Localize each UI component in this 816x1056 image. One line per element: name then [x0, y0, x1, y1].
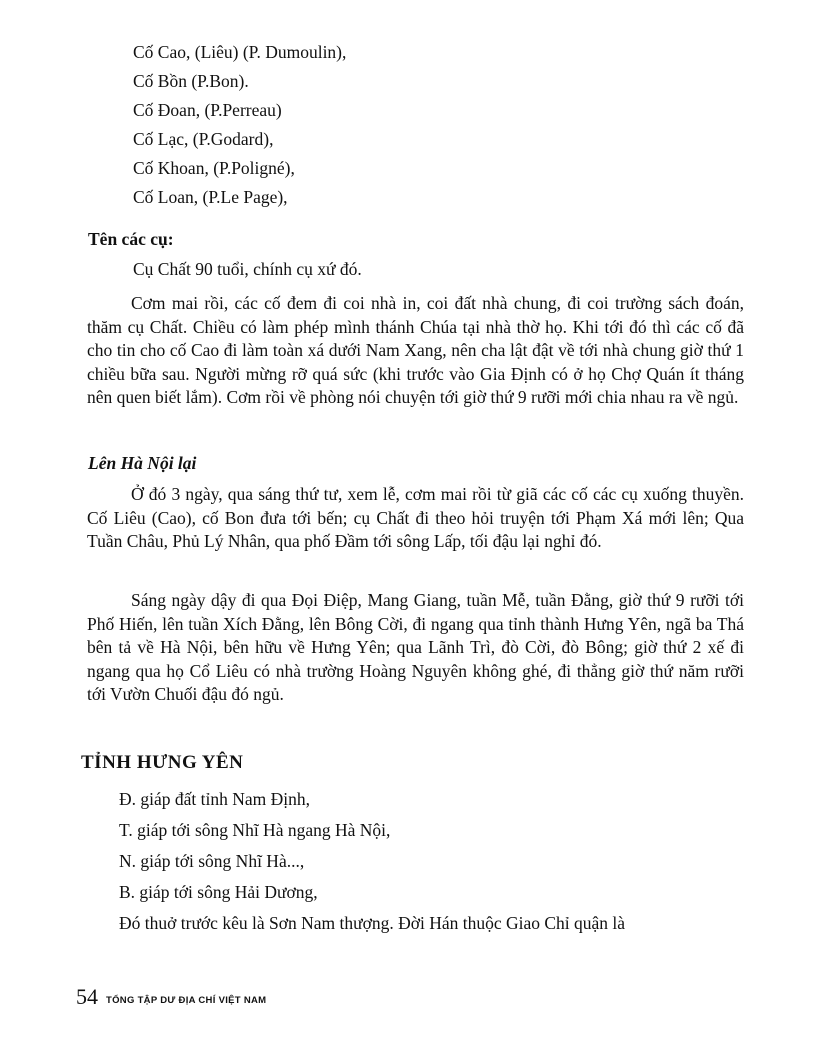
section-heading: Tên các cụ: [88, 229, 174, 249]
list-item: Cố Bồn (P.Bon). [133, 71, 249, 91]
list-item: Cố Lạc, (P.Godard), [133, 129, 274, 149]
list-item: Cụ Chất 90 tuổi, chính cụ xứ đó. [133, 259, 362, 279]
paragraph: Ở đó 3 ngày, qua sáng thứ tư, xem lễ, cơm mai rồi từ giã các cố các cụ xuống thuyền. Cố Liêu (Cao), cố Bon đưa tới bến; cụ Chất đi theo hỏi truyện tới Phạm Xá mới lên; Qua Tuần Châu, Phủ Lý Nhân, qua phố Đầm tới sông Lấp, tối đậu lại nghỉ đó. [87, 484, 744, 551]
list-item: T. giáp tới sông Nhĩ Hà ngang Hà Nội, [119, 820, 391, 840]
paragraph: Cơm mai rồi, các cố đem đi coi nhà in, coi đất nhà chung, đi coi trường sách đoán, thăm cụ Chất. Chiều có làm phép mình thánh Chúa tại nhà thờ họ. Khi tới đó thì các cố đã cho tin cho cố Cao đi làm toàn xá dưới Nam Xang, nên cha lật đật về tới nhà chung giờ thứ 1 chiều bữa sau. Người mừng rỡ quá sức (khi trước vào Gia Định có ở họ Chợ Quán ít tháng nên quen biết lắm). Cơm rồi về phòng nói chuyện tới giờ thứ 9 rưỡi mới chia nhau ra về ngủ. [87, 293, 744, 407]
paragraph: Sáng ngày dậy đi qua Đọi Điệp, Mang Giang, tuần Mễ, tuần Đằng, giờ thứ 9 rưỡi tới Phố Hiến, lên tuần Xích Đằng, lên Bông Cời, đi ngang qua tỉnh thành Hưng Yên, ngã ba Thá bên tả về Hà Nội, bên hữu về Hưng Yên; qua Lãnh Trì, đò Cời, đò Bông; giờ thứ 2 xế đi ngang qua họ Cổ Liêu có nhà trường Hoàng Nguyên không ghé, đi thẳng giờ thứ năm rưỡi tới Vườn Chuối đậu đó ngủ. [87, 590, 744, 704]
list-item: Cố Loan, (P.Le Page), [133, 187, 288, 207]
list-item: Đó thuở trước kêu là Sơn Nam thượng. Đời Hán thuộc Giao Chỉ quận là [119, 913, 626, 933]
page-number: 54 [76, 984, 98, 1009]
section-title: TỈNH HƯNG YÊN [81, 752, 244, 773]
list-item: B. giáp tới sông Hải Dương, [119, 882, 318, 902]
list-item: Đ. giáp đất tỉnh Nam Định, [119, 789, 311, 809]
section-heading: Lên Hà Nội lại [88, 453, 197, 473]
book-title: TỔNG TẬP DƯ ĐỊA CHÍ VIỆT NAM [106, 995, 267, 1006]
list-item: Cố Khoan, (P.Poligné), [133, 158, 295, 178]
list-item: N. giáp tới sông Nhĩ Hà..., [119, 851, 305, 871]
list-item: Cố Cao, (Liêu) (P. Dumoulin), [133, 42, 347, 62]
list-item: Cố Đoan, (P.Perreau) [133, 100, 282, 120]
